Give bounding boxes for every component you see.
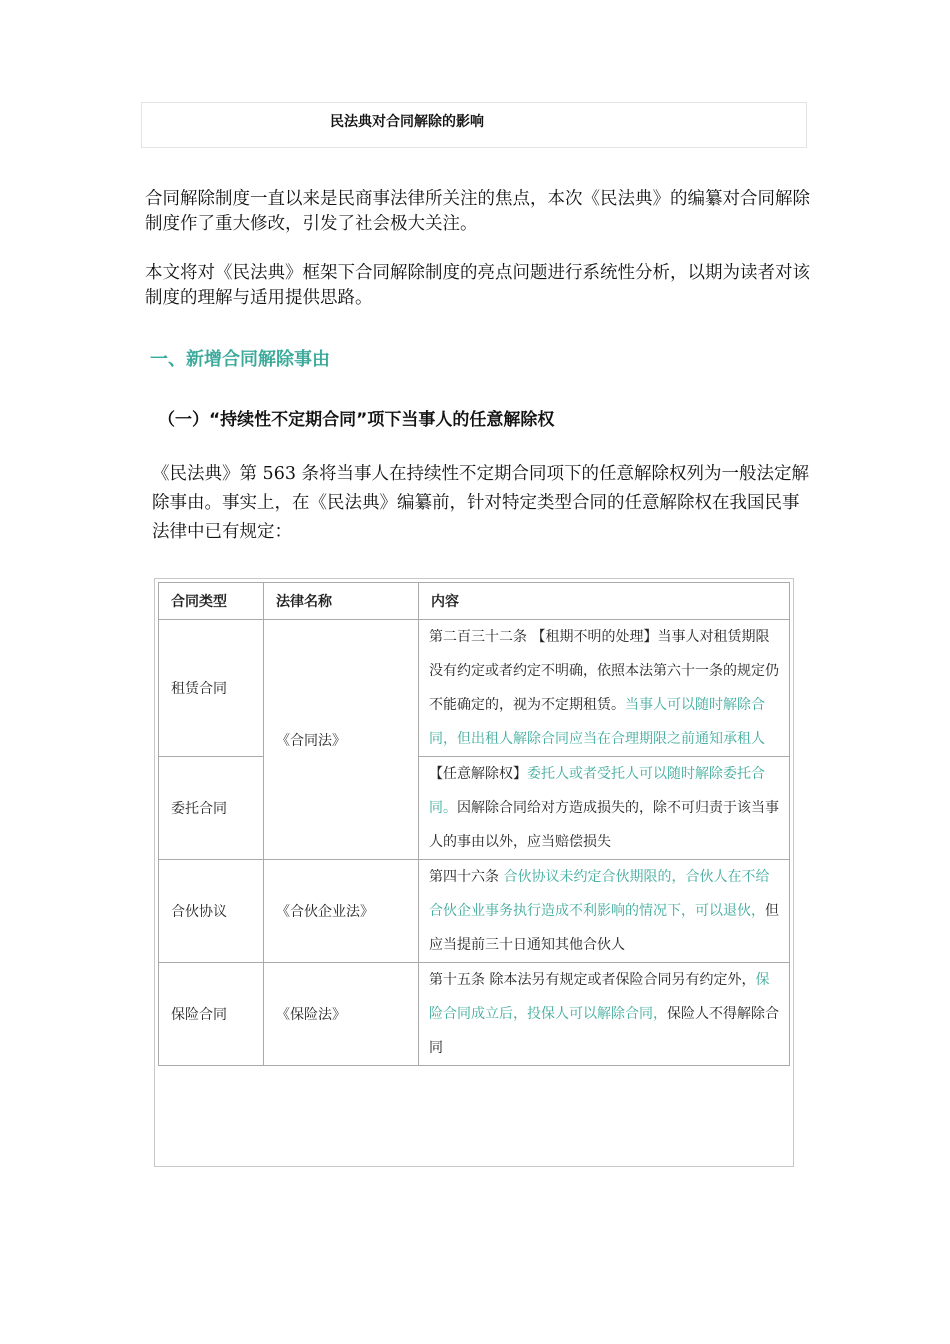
document-title: 民法典对合同解除的影响 (330, 114, 484, 130)
table-header-row (159, 583, 790, 620)
table-row (159, 860, 790, 963)
cell-contract-type: 委托合同 (159, 757, 264, 860)
section-heading: 一、新增合同解除事由 (150, 349, 330, 370)
intro-paragraph-2: 本文将对《民法典》框架下合同解除制度的亮点问题进行系统性分析，以期为读者对该制度的理解与适用提供思路。 (145, 263, 810, 308)
cell-law-name: 《保险法》 (264, 963, 419, 1066)
cell-content (419, 963, 790, 1066)
content-text: 保险人不得解除合同 (429, 1006, 779, 1056)
header-content: 内容 (419, 583, 790, 620)
content-text: 第十五条 除本法另有规定或者保险合同另有约定外， (429, 972, 756, 988)
title-box (141, 102, 807, 148)
header-contract-type: 合同类型 (159, 583, 264, 620)
content-text: 因解除合同给对方造成损失的，除不可归责于该当事人的事由以外，应当赔偿损失 (429, 800, 779, 850)
intro-paragraph-1: 合同解除制度一直以来是民商事法律所关注的焦点，本次《民法典》的编纂对合同解除制度作了重大修改，引发了社会极大关注。 (145, 189, 810, 234)
cell-law-name: 《合伙企业法》 (264, 860, 419, 963)
content-highlight: 当事人可以随时解除合同，但出租人解除合同应当在合理期限之前通知承租人 (429, 697, 765, 747)
contract-table (158, 582, 790, 1066)
content-highlight: 保险合同成立后，投保人可以解除合同， (429, 972, 770, 1022)
cell-law-name: 《合同法》 (264, 620, 419, 860)
cell-content (419, 860, 790, 963)
content-text: 但应当提前三十日通知其他合伙人 (429, 903, 779, 953)
cell-contract-type: 合伙协议 (159, 860, 264, 963)
content-highlight: 委托人或者受托人可以随时解除委托合同。 (429, 766, 765, 816)
contract-table-frame (154, 578, 794, 1167)
cell-content (419, 757, 790, 860)
content-highlight: 合伙协议未约定合伙期限的，合伙人在不给合伙企业事务执行造成不利影响的情况下，可以退伙， (429, 869, 770, 919)
content-text: 第四十六条 (429, 869, 504, 885)
header-law-name: 法律名称 (264, 583, 419, 620)
body-paragraph: 《民法典》第 563 条将当事人在持续性不定期合同项下的任意解除权列为一般法定解除事由。事实上，在《民法典》编纂前，针对特定类型合同的任意解除权在我国民事法律中已有规定： (152, 464, 810, 542)
table-row (159, 620, 790, 757)
cell-contract-type: 保险合同 (159, 963, 264, 1066)
cell-content (419, 620, 790, 757)
cell-contract-type: 租赁合同 (159, 620, 264, 757)
subsection-heading: （一）“持续性不定期合同”项下当事人的任意解除权 (158, 410, 555, 430)
content-text: 【任意解除权】 (429, 766, 527, 782)
table-row (159, 963, 790, 1066)
table-row (159, 757, 790, 860)
content-text: 第二百三十二条 【租期不明的处理】当事人对租赁期限没有约定或者约定不明确，依照本法第六十一条的规定仍不能确定的，视为不定期租赁。 (429, 629, 779, 713)
